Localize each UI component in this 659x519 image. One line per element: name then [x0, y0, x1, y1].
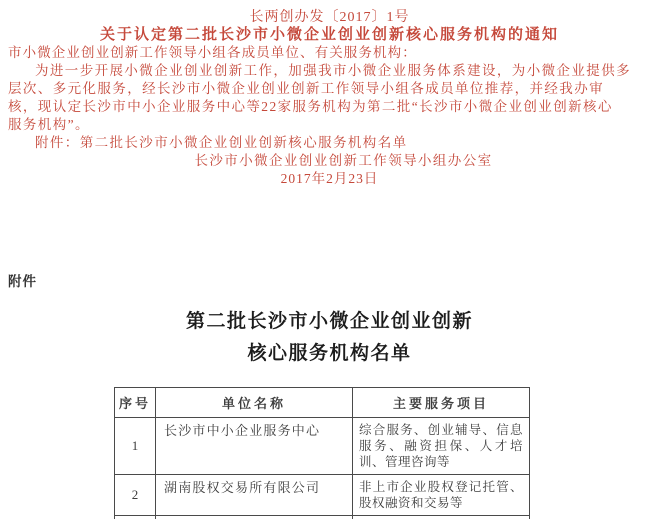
column-header-name: 单位名称 — [156, 388, 353, 418]
notice-salutation: 市小微企业创业创新工作领导小组各成员单位、有关服务机构： — [8, 45, 417, 60]
signature-office: 长沙市小微企业创业创新工作领导小组办公室 — [194, 153, 493, 168]
attachment-title-line1: 第二批长沙市小微企业创业创新 — [185, 311, 473, 332]
signature-date: 2017年2月23日 — [280, 171, 379, 186]
table-header-row — [115, 388, 530, 418]
table-row — [115, 475, 530, 516]
doc-number: 长两创办发〔2017〕1号 — [249, 10, 410, 25]
attachment-label: 附件 — [8, 274, 37, 289]
notice-body-line: 为进一步开展小微企业创业创新工作，加强我市小微企业服务体系建设，为小微企业提供多 — [35, 63, 631, 78]
row-number: 2 — [115, 475, 156, 516]
institution-services: 综合服务、创业辅导、信息服务、融资担保、人才培训、管理咨询等 — [353, 418, 530, 475]
table-row-cutoff — [115, 516, 530, 519]
notice-section — [8, 9, 651, 188]
row-number: 1 — [115, 418, 156, 475]
row-number — [115, 516, 156, 519]
notice-body-line: 层次、多元化服务，经长沙市小微企业创业创新工作领导小组各成员单位推荐，并经我办审 — [8, 81, 604, 96]
column-header-no: 序号 — [115, 388, 156, 418]
column-header-services: 主要服务项目 — [353, 388, 530, 418]
table-row — [115, 418, 530, 475]
attachment-reference: 附件：第二批长沙市小微企业创业创新核心服务机构名单 — [35, 135, 408, 150]
institution-services: 非上市企业股权登记托管、股权融资和交易等 — [353, 475, 530, 516]
notice-body-line: 服务机构”。 — [8, 117, 90, 132]
attachment-title — [8, 306, 651, 370]
service-institutions-table — [114, 387, 530, 519]
institution-name: 湖南股权交易所有限公司 — [156, 475, 353, 516]
attachment-title-line2: 核心服务机构名单 — [247, 343, 412, 364]
notice-body-line: 核，现认定长沙市中小企业服务中心等22家服务机构为第二批“长沙市小微企业创业创新核心 — [8, 99, 613, 114]
institution-name: 长沙市中小企业服务中心 — [156, 418, 353, 475]
notice-title: 关于认定第二批长沙市小微企业创业创新核心服务机构的通知 — [99, 27, 559, 43]
institution-name — [156, 516, 353, 519]
institution-services — [353, 516, 530, 519]
